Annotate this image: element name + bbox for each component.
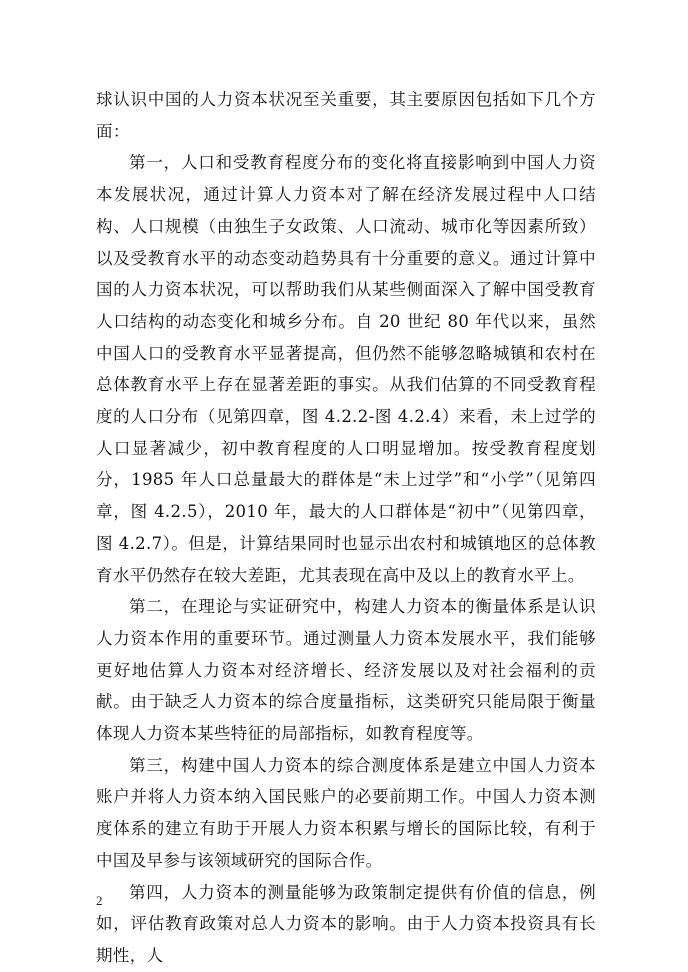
paragraph-point-four: 第四，人力资本的测量能够为政策制定提供有价值的信息，例如，评估教育政策对总人力资本的影响。由于人力资本投资具有长期性，人 [96,882,596,965]
paragraph-continuation: 球认识中国的人力资本状况至关重要，其主要原因包括如下几个方面： [96,90,596,141]
paragraph-point-one: 第一，人口和受教育程度分布的变化将直接影响到中国人力资本发展状况，通过计算人力资本对了解在经济发展过程中人口结构、人口规模（由独生子女政策、人口流动、城市化等因素所致）以及受教育水平的动态变动趋势具有十分重要的意义。通过计算中国的人力资本状况，可以帮助我们从某些侧面深入了解中国受教育人口结构的动态变化和城乡分布。自 20 世纪 80 年代以来，虽然中国人口的受教育水平显著提高，但仍然不能够忽略城镇和农村在总体教育水平上存在显著差距的事实。从我们估算的不同受教育程度的人口分布（见第四章，图 4.2.2-图 4.2.4）来看，未上过学的人口显著减少，初中教育程度的人口明显增加。按受教育程度划分，1985 年人口总量最大的群体是“未上过学”和“小学”（见第四章，图 4.2.5），2010 年，最大的人口群体是“初中”（见第四章，图 4.2.7）。但是，计算结果同时也显示出农村和城镇地区的总体教育水平仍然存在较大差距，尤其表现在高中及以上的教育水平上。 [96,153,596,585]
body-text [96,84,596,972]
paragraph-point-two: 第二，在理论与实证研究中，构建人力资本的衡量体系是认识人力资本作用的重要环节。通过测量人力资本发展水平，我们能够更好地估算人力资本对经济增长、经济发展以及对社会福利的贡献。由于缺乏人力资本的综合度量指标，这类研究只能局限于衡量体现人力资本某些特征的局部指标，如教育程度等。 [96,597,596,744]
paragraph-point-three: 第三，构建中国人力资本的综合测度体系是建立中国人力资本账户并将人力资本纳入国民账户的必要前期工作。中国人力资本测度体系的建立有助于开展人力资本积累与增长的国际比较，有利于中国及早参与该领域研究的国际合作。 [96,755,596,870]
page-number: 2 [96,893,103,908]
